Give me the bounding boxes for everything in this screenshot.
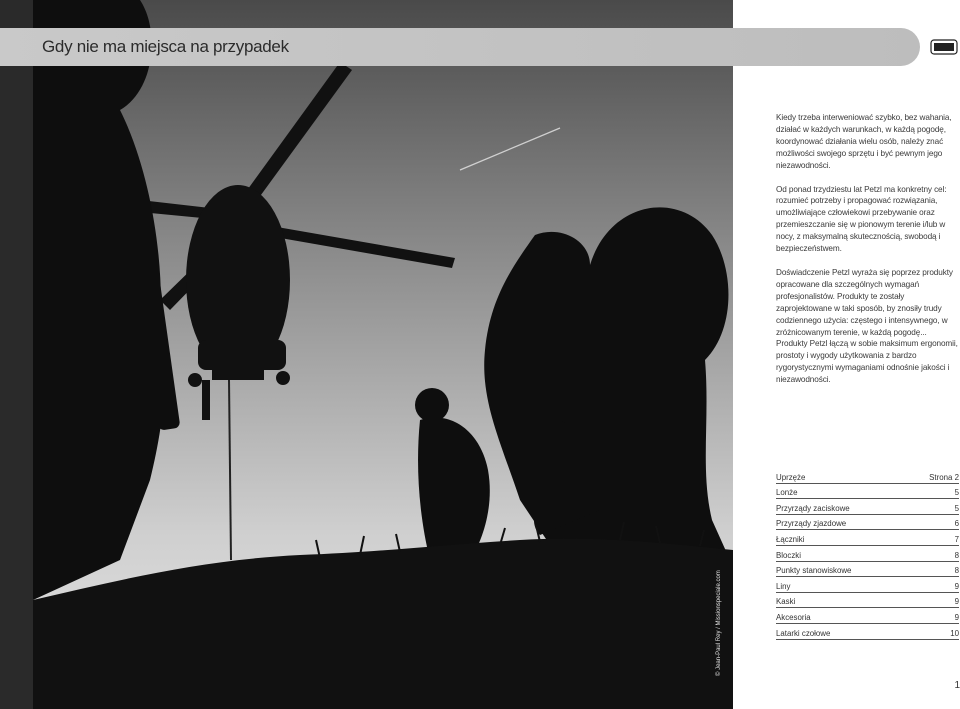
toc-page: 8 bbox=[954, 550, 959, 560]
toc-page: 5 bbox=[954, 503, 959, 513]
toc-row[interactable] bbox=[776, 530, 959, 546]
toc-page: 8 bbox=[954, 566, 959, 576]
toc-page: 5 bbox=[954, 488, 959, 498]
toc-label: Łączniki bbox=[776, 534, 805, 544]
intro-paragraph-2: Od ponad trzydziestu lat Petzl ma konkretny cel: rozumieć potrzeby i propagować rozwiązania, umożliwiające człowiekowi przebywanie oraz przemieszczanie się w pionowym terenie i/lub w nocy, z maksymalną skutecznością, swobodą i bezpieczeństwem. bbox=[776, 184, 947, 254]
toc-row[interactable] bbox=[776, 593, 959, 609]
photo-credit: © Jean-Paul Rey / Missionspeciale.com bbox=[716, 570, 722, 676]
toc-label: Przyrządy zjazdowe bbox=[776, 519, 847, 529]
page-title: Gdy nie ma miejsca na przypadek bbox=[42, 37, 289, 56]
toc-label: Punkty stanowiskowe bbox=[776, 566, 852, 576]
toc-page: Strona 2 bbox=[929, 472, 959, 482]
toc-label: Liny bbox=[776, 581, 791, 591]
toc-label: Bloczki bbox=[776, 550, 801, 560]
toc-label: Latarki czołowe bbox=[776, 628, 831, 638]
toc-page: 6 bbox=[954, 519, 959, 529]
toc-row[interactable] bbox=[776, 577, 959, 593]
toc-row[interactable] bbox=[776, 562, 959, 578]
toc-row[interactable] bbox=[776, 515, 959, 531]
petzl-logo-icon bbox=[930, 37, 958, 57]
toc-page: 7 bbox=[954, 534, 959, 544]
toc-page: 10 bbox=[950, 628, 959, 638]
page-number: 1 bbox=[954, 680, 960, 691]
petzl-logo bbox=[930, 37, 958, 57]
toc-page: 9 bbox=[954, 597, 959, 607]
toc-row[interactable] bbox=[776, 468, 959, 484]
toc-row[interactable] bbox=[776, 608, 959, 624]
intro-paragraph-1: Kiedy trzeba interweniować szybko, bez wahania, działać w każdych warunkach, w każdą pogodę, koordynować działania wielu osób, należy znać możliwości swojego sprzętu i być pewnym jego niezawodności. bbox=[776, 113, 952, 170]
title-bar bbox=[0, 28, 920, 66]
toc-label: Akcesoria bbox=[776, 612, 811, 622]
table-of-contents bbox=[776, 468, 959, 640]
toc-label: Lonże bbox=[776, 488, 798, 498]
toc-label: Przyrządy zaciskowe bbox=[776, 503, 850, 513]
toc-page: 9 bbox=[954, 612, 959, 622]
toc-row[interactable] bbox=[776, 499, 959, 515]
toc-row[interactable] bbox=[776, 484, 959, 500]
toc-row[interactable] bbox=[776, 546, 959, 562]
intro-text bbox=[776, 112, 960, 398]
intro-paragraph-3: Doświadczenie Petzl wyraża się poprzez produkty opracowane dla szczególnych wymagań profesjonalistów. Produkty te zostały zaprojektowane w taki sposób, by znosiły trudy codziennego użycia: częstego i intensywnego, w zróżnicowanym terenie, w każdą pogodę... Produkty Petzl łączą w sobie maksimum ergonomii, prostoty i wygody użytkowania z bardzo rygorystycznymi wymaganiami odnośnie jakości i niezawodności. bbox=[776, 267, 958, 385]
toc-label: Kaski bbox=[776, 597, 796, 607]
toc-label: Uprzęże bbox=[776, 472, 806, 482]
toc-page: 9 bbox=[954, 581, 959, 591]
toc-row[interactable] bbox=[776, 624, 959, 640]
